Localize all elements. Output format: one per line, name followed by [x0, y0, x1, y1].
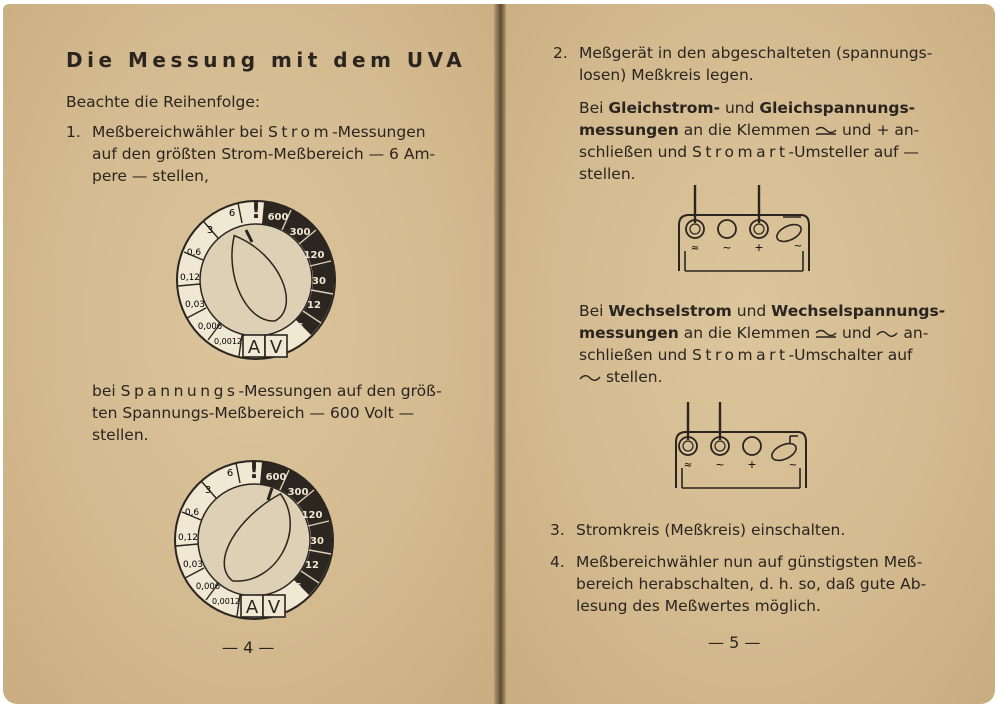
- switch-label-ac: ~: [793, 241, 803, 252]
- step-4-line-1: Meßbereichwähler nun auf günstigsten Meß-: [576, 553, 923, 571]
- page-title: Die Messung mit dem UVA: [66, 48, 467, 72]
- terminal-label-acdc: ≈: [683, 460, 693, 471]
- dial-label-6v: 6: [294, 582, 302, 593]
- terminal-diagram-ac: [672, 400, 812, 492]
- ac-symbol-icon: [876, 329, 898, 339]
- dial-label-0-006: 0,006: [197, 322, 223, 332]
- step-2-line-2: losen) Meßkreis legen.: [579, 66, 754, 84]
- step-3-text: Stromkreis (Meßkreis) einschalten.: [576, 521, 846, 539]
- dial-label-0-6: 0,6: [184, 508, 200, 518]
- mode-v-label: V: [269, 337, 283, 358]
- dial-label-120: 120: [303, 250, 325, 261]
- dc-line-4: stellen.: [579, 165, 636, 183]
- terminal-plus: [743, 437, 761, 455]
- page-number-right: — 5 —: [708, 633, 761, 652]
- dial-label-0-03: 0,03: [182, 560, 204, 570]
- dial-label-0-12: 0,12: [177, 533, 199, 543]
- dial-label-6v: 6: [296, 322, 304, 333]
- dial-label-600: 600: [265, 472, 287, 483]
- ac-line-3: schließen und Stromart-Umschalter auf: [579, 346, 913, 364]
- dial-label-0-6: 0,6: [186, 248, 202, 258]
- dial-label-3: 3: [204, 485, 212, 496]
- terminal-label-plus: +: [754, 241, 764, 254]
- terminal-ac: [718, 220, 736, 238]
- step-3-number: 3.: [550, 521, 565, 539]
- voltage-line-2: ten Spannungs-Meßbereich — 600 Volt —: [92, 404, 415, 422]
- step-2-line-1: Meßgerät in den abgeschalteten (spannungs-: [579, 44, 933, 62]
- mode-a-label: A: [247, 337, 261, 358]
- dial-label-0-006: 0,006: [195, 582, 221, 592]
- dial-label-120: 120: [301, 510, 323, 521]
- dial-label-12: 12: [305, 560, 319, 571]
- step-1-line-3: pere — stellen,: [92, 167, 209, 185]
- range-selector-dial-current: [168, 195, 344, 365]
- terminal-label-ac: ~: [715, 458, 725, 471]
- dial-label-600: 600: [267, 212, 289, 223]
- dial-label-3: 3: [206, 225, 214, 236]
- terminal-diagram-dc: [675, 183, 815, 275]
- switch-label-ac: ~: [788, 460, 798, 471]
- dial-label-12: 12: [307, 300, 321, 311]
- step-4-number: 4.: [550, 553, 565, 571]
- mode-v-label: V: [267, 597, 281, 618]
- binding-gutter: [494, 4, 506, 704]
- dc-line-3: schließen und Stromart-Umsteller auf —: [579, 143, 919, 161]
- page-number-left: — 4 —: [222, 638, 275, 657]
- dial-label-0-0012: 0,0012: [214, 337, 242, 346]
- step-1-number: 1.: [66, 123, 81, 141]
- dial-label-6: 6: [228, 208, 236, 219]
- dial-label-300: 300: [287, 487, 309, 498]
- current-type-switch: [769, 436, 798, 471]
- mode-a-label: A: [245, 597, 259, 618]
- ac-line-1: Bei Wechselstrom und Wechselspannungs-: [579, 302, 946, 320]
- warning-exclamation: !: [248, 459, 260, 484]
- terminal-label-plus: +: [747, 458, 757, 471]
- step-4-line-3: lesung des Meßwertes möglich.: [576, 597, 821, 615]
- step-1-line-2: auf den größten Strom-Meßbereich — 6 Am-: [92, 145, 436, 163]
- dial-label-6: 6: [226, 468, 234, 479]
- dial-label-0-0012: 0,0012: [212, 597, 240, 606]
- dial-label-30: 30: [310, 536, 324, 547]
- range-selector-dial-voltage: [166, 455, 342, 625]
- warning-exclamation: !: [250, 199, 262, 224]
- ac-line-2: messungen an die Klemmen und an-: [579, 324, 929, 342]
- voltage-line-1: bei Spannungs-Messungen auf den größ-: [92, 382, 442, 400]
- ac-dc-symbol-icon: [815, 126, 837, 136]
- intro-text: Beachte die Reihenfolge:: [66, 93, 261, 111]
- dial-label-300: 300: [289, 227, 311, 238]
- dc-line-1: Bei Gleichstrom- und Gleichspannungs-: [579, 99, 916, 117]
- current-type-switch: [774, 217, 803, 252]
- dial-label-0-03: 0,03: [184, 300, 206, 310]
- dc-line-2: messungen an die Klemmen und + an-: [579, 121, 920, 139]
- voltage-line-3: stellen.: [92, 426, 149, 444]
- terminal-label-acdc: ≈: [690, 243, 700, 254]
- ac-dc-symbol-icon: [815, 329, 837, 339]
- step-1-line-1: Meßbereichwähler bei Strom-Messungen: [92, 123, 426, 141]
- step-2-number: 2.: [553, 44, 568, 62]
- terminal-label-ac: ~: [722, 241, 732, 254]
- ac-line-4: stellen.: [579, 366, 663, 388]
- dial-label-30: 30: [312, 276, 326, 287]
- step-4-line-2: bereich herabschalten, d. h. so, daß gute Ab-: [576, 575, 927, 593]
- ac-symbol-icon: [579, 373, 601, 383]
- dial-label-0-12: 0,12: [179, 273, 201, 283]
